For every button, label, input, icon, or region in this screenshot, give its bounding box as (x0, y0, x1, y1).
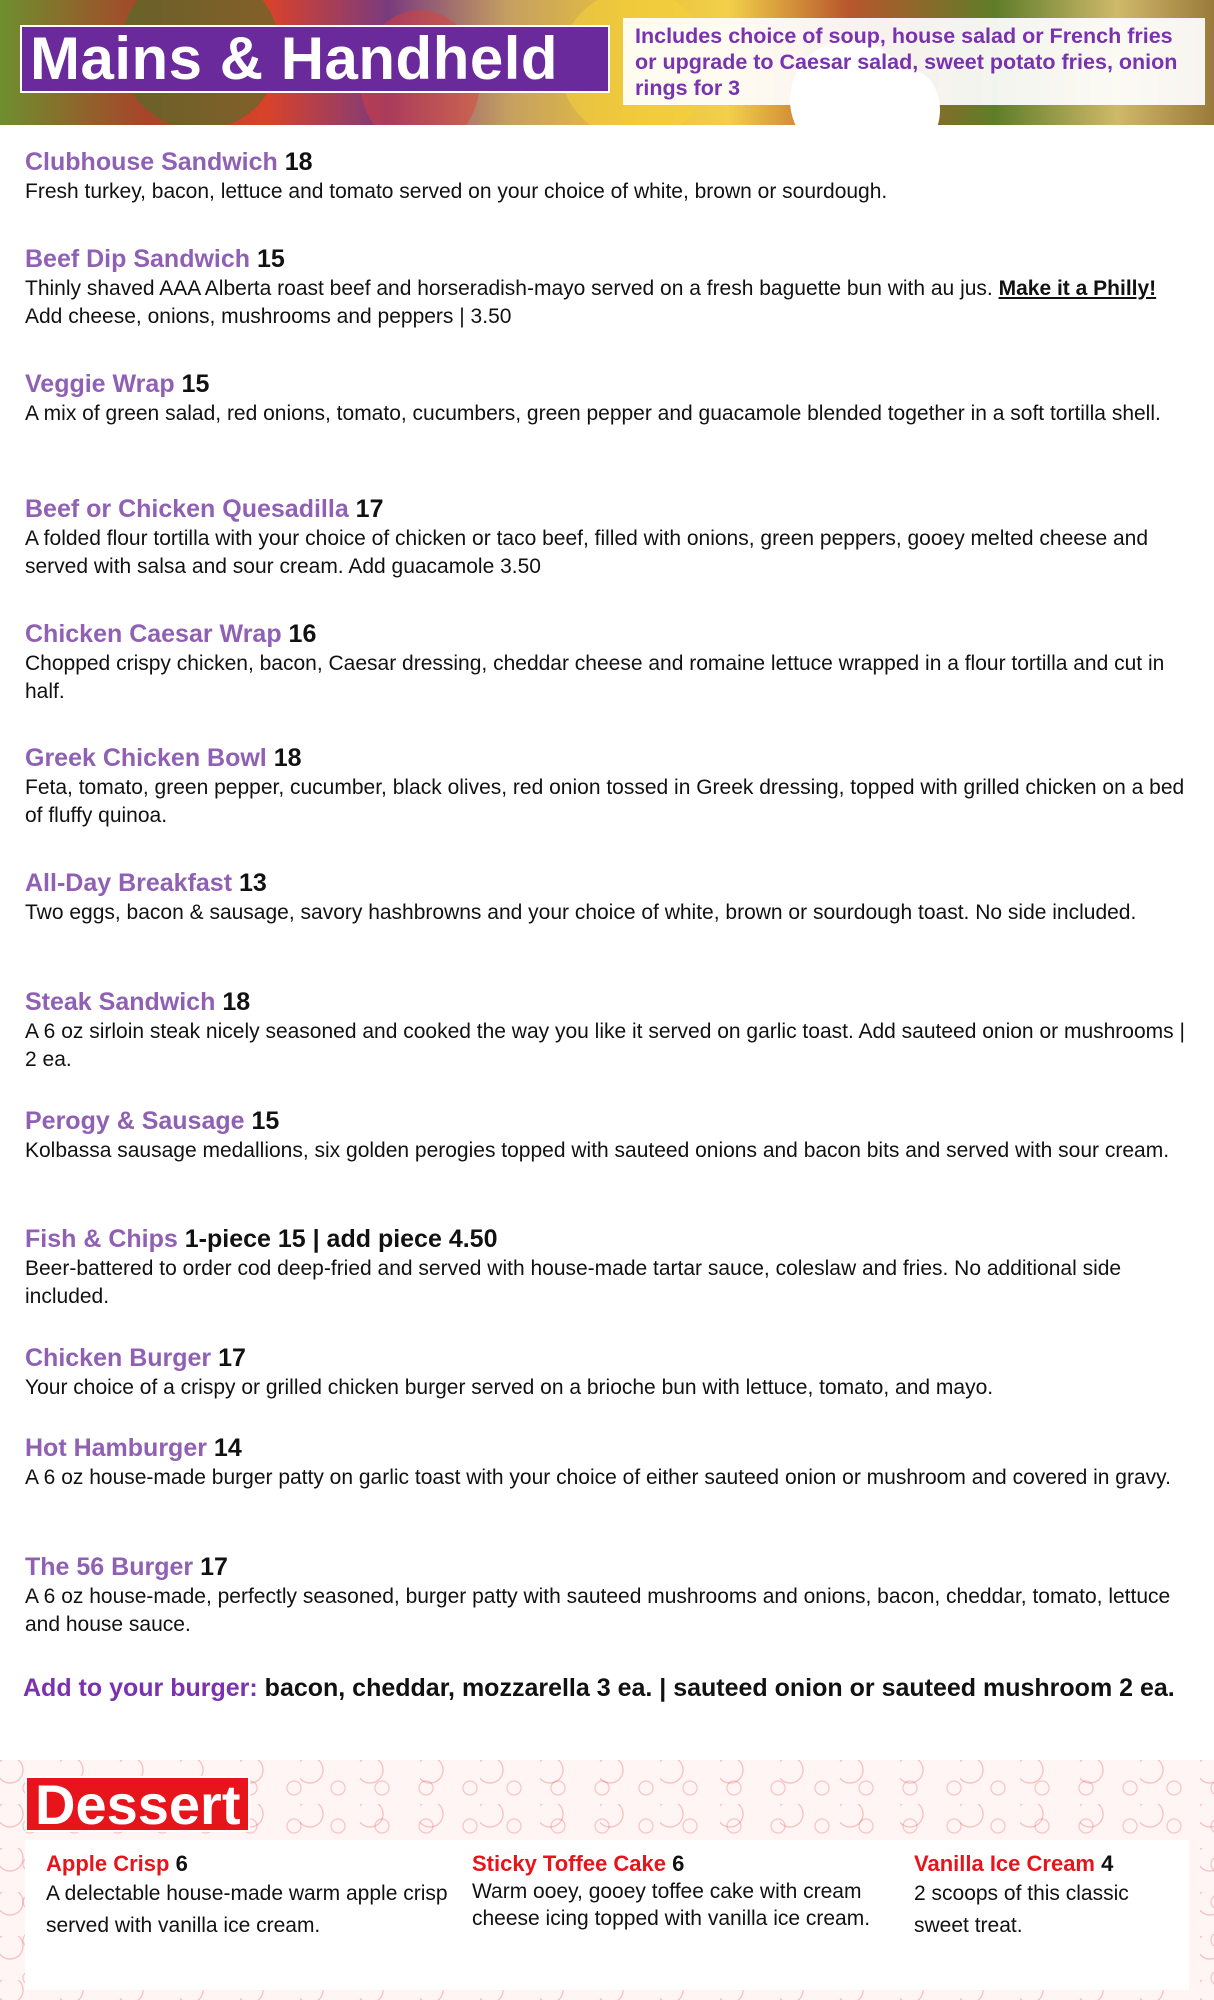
item-description-text: Thinly shaved AAA Alberta roast beef and horseradish-mayo served on a fresh baguette bun with au jus. (25, 277, 993, 300)
menu-item-chicken-caesar-wrap (25, 618, 1195, 706)
sides-note: Includes choice of soup, house salad or French fries or upgrade to Caesar salad, sweet potato fries, onion rings for 3 (623, 18, 1205, 105)
item-name: Perogy & Sausage (25, 1107, 245, 1135)
addons-label: Add to your burger: (23, 1674, 258, 1702)
item-description: A 6 oz house-made, perfectly seasoned, burger patty with sauteed mushrooms and onions, bacon, cheddar, tomato, lettuce and house sauce. (25, 1585, 1171, 1636)
item-name: Hot Hamburger (25, 1434, 207, 1462)
dessert-item-vanilla-ice-cream (914, 1850, 1169, 1942)
item-price: 16 (288, 620, 317, 648)
item-description-extra: Add cheese, onions, mushrooms and peppers | 3.50 (25, 305, 512, 328)
item-name: Fish & Chips (25, 1225, 178, 1253)
item-price: 18 (273, 744, 302, 772)
section-title-box (20, 25, 610, 93)
menu-item-beef-dip-sandwich (25, 243, 1195, 331)
item-name: Steak Sandwich (25, 988, 216, 1016)
dessert-description: A delectable house-made warm apple crisp served with vanilla ice cream. (46, 1882, 448, 1937)
burger-addons (23, 1672, 1193, 1704)
item-price: 17 (355, 495, 384, 523)
item-price: 18 (284, 148, 313, 176)
item-name: Greek Chicken Bowl (25, 744, 267, 772)
item-price: 15 (181, 370, 210, 398)
menu-item-all-day-breakfast (25, 867, 1195, 927)
menu-item-fish-chips (25, 1223, 1195, 1311)
item-description: Your choice of a crispy or grilled chicken burger served on a brioche bun with lettuce, tomato, and mayo. (25, 1376, 994, 1399)
item-description: Kolbassa sausage medallions, six golden perogies topped with sauteed onions and bacon bits and served with sour cream. (25, 1139, 1170, 1162)
dessert-item-sticky-toffee-cake (472, 1850, 897, 1932)
menu-item-chicken-burger (25, 1342, 1195, 1402)
item-name: Clubhouse Sandwich (25, 148, 278, 176)
item-price: 13 (238, 869, 267, 897)
item-price: 15 (257, 245, 285, 273)
addons-text: bacon, cheddar, mozzarella 3 ea. | sauteed onion or sauteed mushroom 2 ea. (264, 1674, 1175, 1702)
dessert-item-apple-crisp (46, 1850, 476, 1942)
item-description: A 6 oz sirloin steak nicely seasoned and cooked the way you like it served on garlic toast. Add sauteed onion or mushrooms | 2 ea. (25, 1020, 1185, 1071)
menu-item-56-burger (25, 1551, 1195, 1639)
header-banner (0, 0, 1214, 125)
item-price: 18 (222, 988, 251, 1016)
item-price: 15 (251, 1107, 280, 1135)
dessert-panel (25, 1840, 1189, 1990)
item-name: Beef or Chicken Quesadilla (25, 495, 349, 523)
menu-item-quesadilla (25, 493, 1195, 581)
dessert-section (0, 1760, 1214, 2000)
item-name: Veggie Wrap (25, 370, 175, 398)
menu-item-steak-sandwich (25, 986, 1195, 1074)
menu-item-hot-hamburger (25, 1432, 1195, 1492)
menu-item-greek-chicken-bowl (25, 742, 1195, 830)
dessert-name: Vanilla Ice Cream (914, 1851, 1095, 1876)
dessert-description: Warm ooey, gooey toffee cake with cream cheese icing topped with vanilla ice cream. (472, 1880, 871, 1930)
dessert-price: 6 (672, 1851, 685, 1876)
item-name: All-Day Breakfast (25, 869, 233, 897)
item-price: 17 (200, 1553, 228, 1581)
item-description: Beer-battered to order cod deep-fried and served with house-made tartar sauce, coleslaw and fries. No additional side included. (25, 1257, 1122, 1308)
menu-item-veggie-wrap (25, 368, 1195, 428)
item-description: A 6 oz house-made burger patty on garlic toast with your choice of either sauteed onion or mushroom and covered in gravy. (25, 1466, 1171, 1489)
menu-item-clubhouse-sandwich (25, 146, 1195, 206)
item-description (25, 275, 1195, 331)
dessert-name: Apple Crisp (46, 1851, 170, 1876)
dessert-price: 4 (1101, 1851, 1114, 1876)
item-name: The 56 Burger (25, 1553, 194, 1581)
item-name: Beef Dip Sandwich (25, 245, 251, 273)
item-name: Chicken Burger (25, 1344, 212, 1372)
dessert-description: 2 scoops of this classic sweet treat. (914, 1882, 1129, 1937)
item-description: A folded flour tortilla with your choice of chicken or taco beef, filled with onions, green peppers, gooey melted cheese and served with salsa and sour cream. Add guacamole 3.50 (25, 527, 1148, 578)
item-description: Fresh turkey, bacon, lettuce and tomato served on your choice of white, brown or sourdough. (25, 180, 888, 203)
item-description: A mix of green salad, red onions, tomato, cucumbers, green pepper and guacamole blended together in a soft tortilla shell. (25, 402, 1161, 425)
item-description: Feta, tomato, green pepper, cucumber, black olives, red onion tossed in Greek dressing, topped with grilled chicken on a bed of fluffy quinoa. (25, 776, 1185, 827)
item-name: Chicken Caesar Wrap (25, 620, 282, 648)
dessert-title: Dessert (25, 1776, 250, 1832)
item-price: 14 (213, 1434, 242, 1462)
dessert-name: Sticky Toffee Cake (472, 1851, 667, 1876)
dessert-price: 6 (175, 1851, 188, 1876)
section-title: Mains & Handheld (30, 25, 559, 92)
menu-item-perogy-sausage (25, 1105, 1195, 1165)
item-description: Chopped crispy chicken, bacon, Caesar dressing, cheddar cheese and romaine lettuce wrapped in a flour tortilla and cut in half. (25, 652, 1165, 703)
item-price: 17 (218, 1344, 246, 1372)
item-description: Two eggs, bacon & sausage, savory hashbrowns and your choice of white, brown or sourdough toast. No side included. (25, 901, 1137, 924)
item-price: 1-piece 15 | add piece 4.50 (184, 1225, 498, 1253)
philly-upgrade-highlight: Make it a Philly! (998, 277, 1157, 300)
